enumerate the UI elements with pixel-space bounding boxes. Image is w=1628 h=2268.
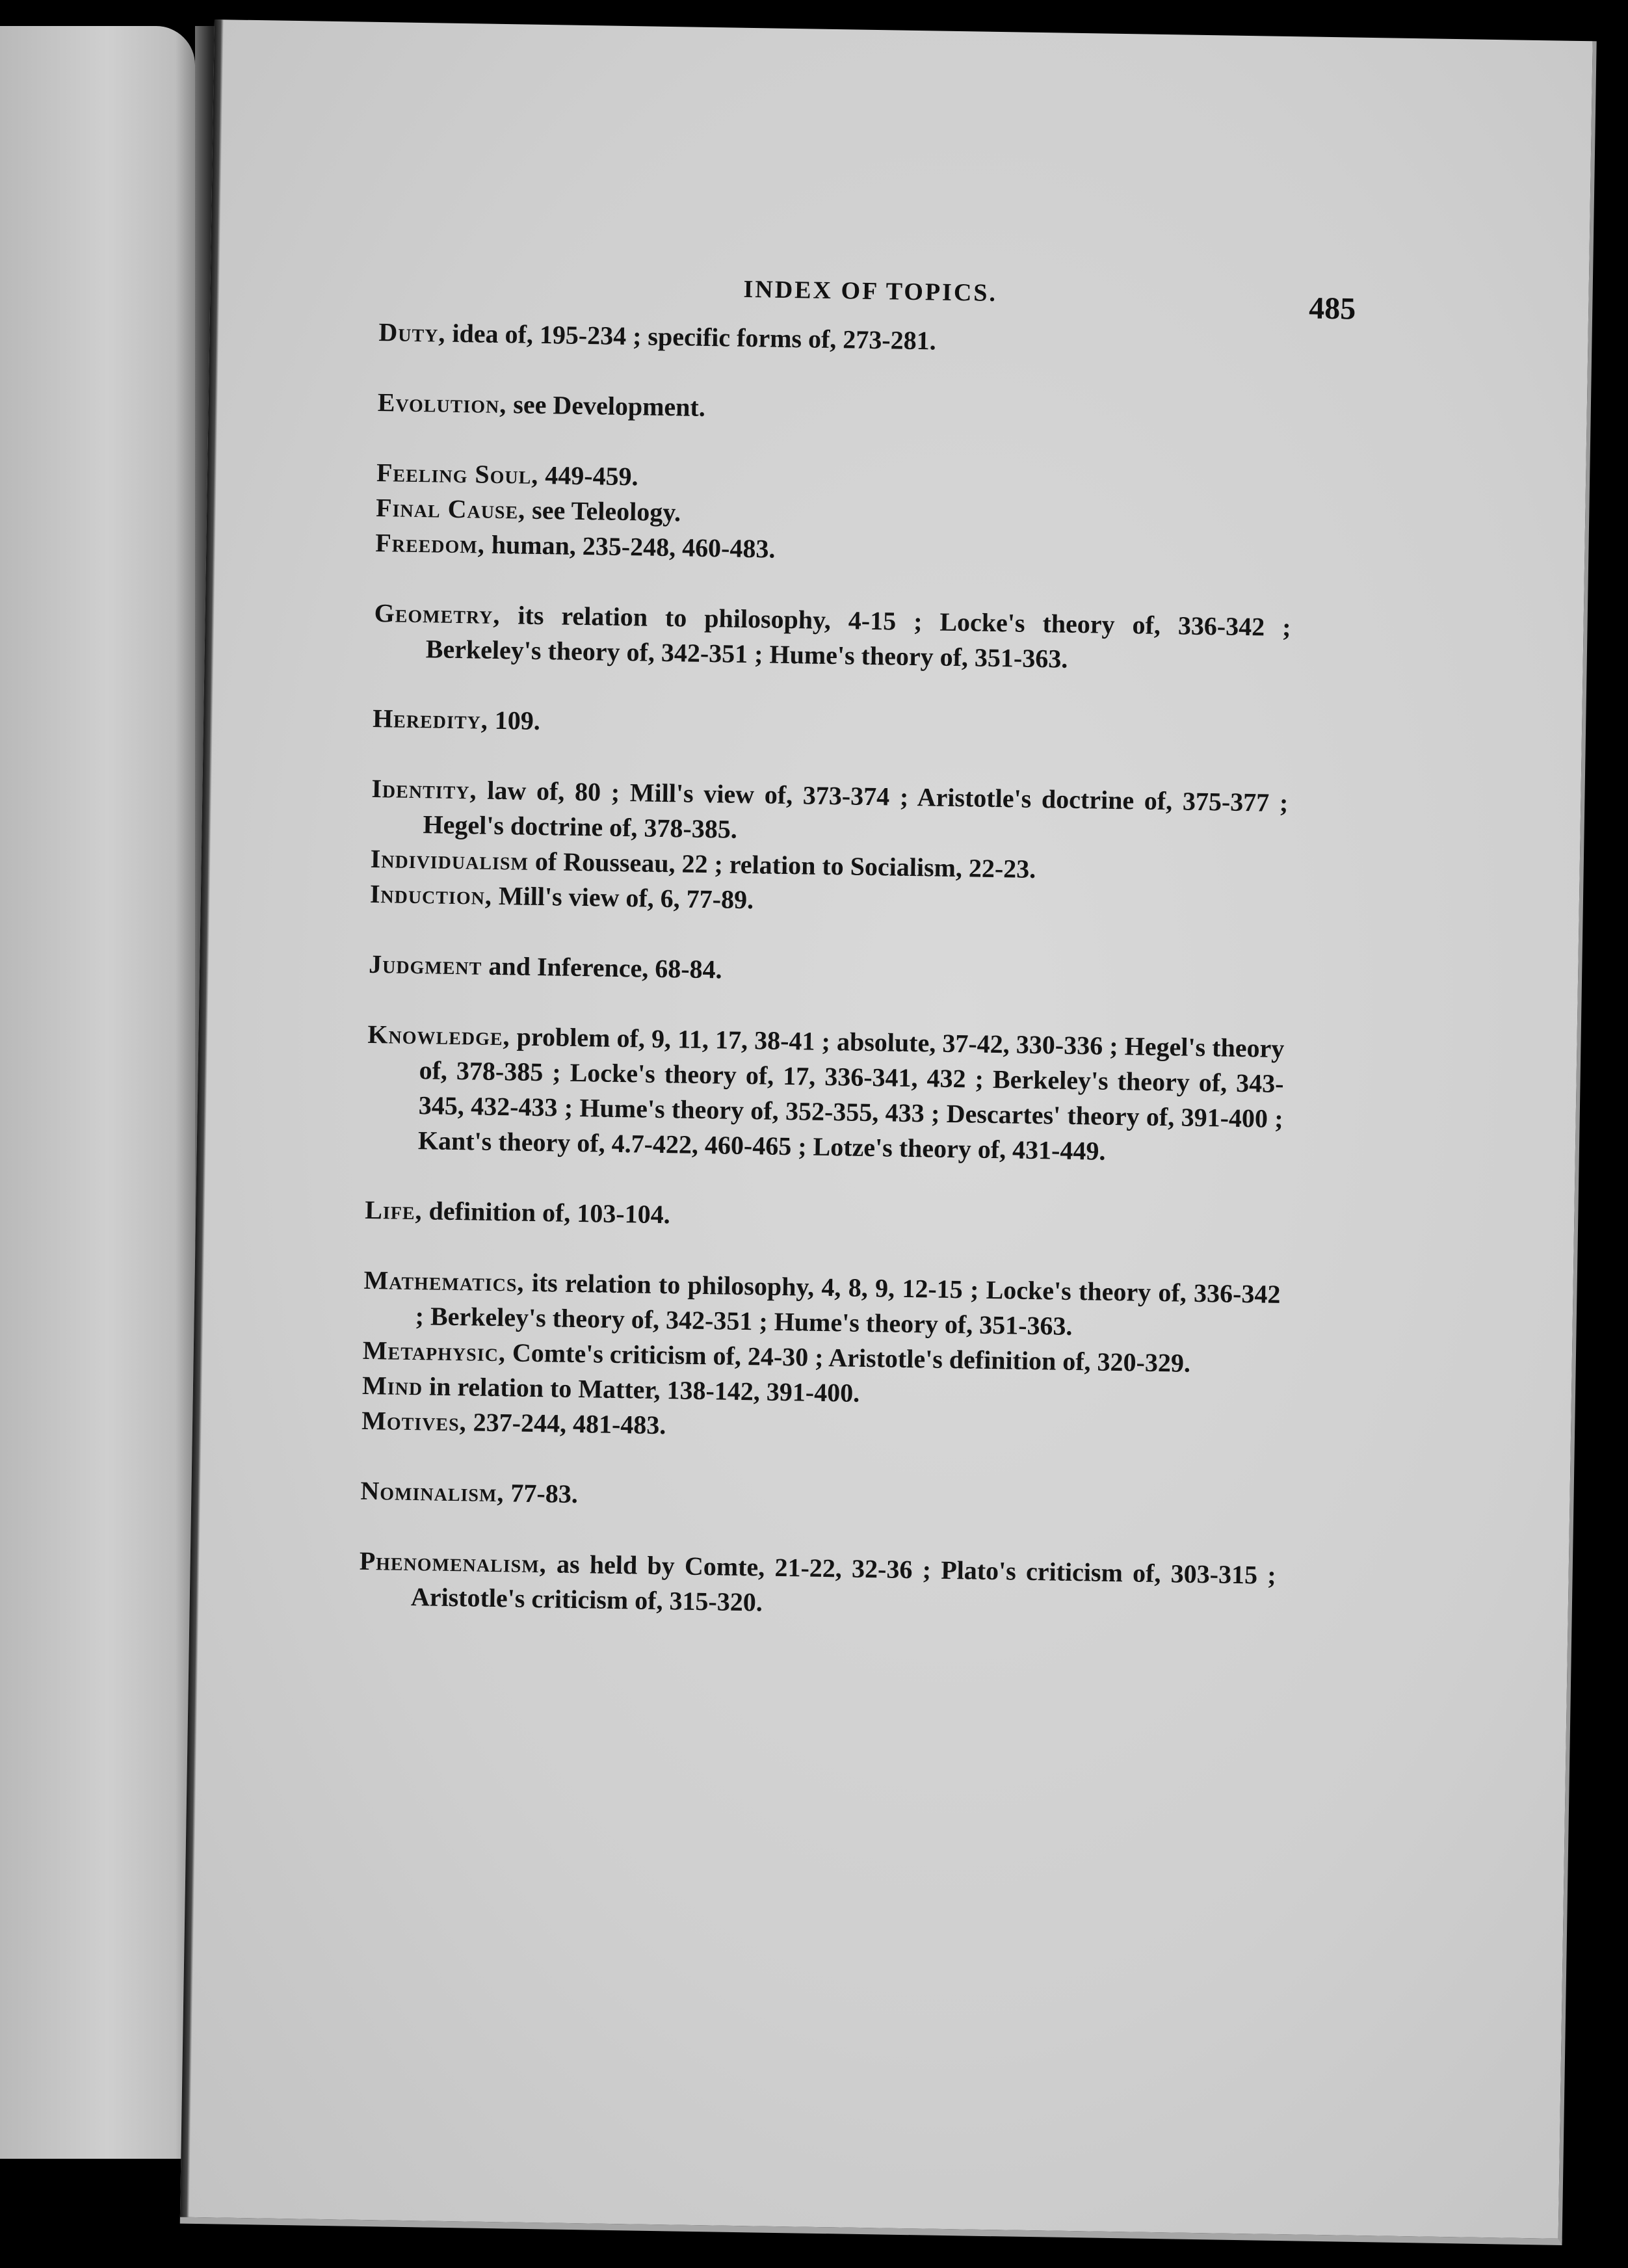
entry-text: see Teleology. — [525, 495, 681, 527]
entry-text: Comte's criticism of, 24-30 ; Aristotle's definition of, 320-329. — [505, 1338, 1191, 1378]
entry-text: 109. — [488, 705, 541, 735]
entry-heading: Nominalism, — [360, 1475, 505, 1508]
entry-text: 237-244, 481-483. — [466, 1407, 666, 1440]
index-entry-phenomenalism — [359, 1544, 1277, 1628]
entry-heading: Life, — [364, 1194, 423, 1226]
entry-heading: Heredity, — [372, 703, 489, 735]
entry-text: its relation to philosophy, 4, 8, 9, 12-15 ; Locke's theory of, 336-342 ; Berkeley's theory of, 342-351 ; Hume's theory of, 351-363. — [415, 1267, 1281, 1341]
entry-heading: Duty, — [378, 317, 446, 348]
index-entry-life — [365, 1193, 1282, 1242]
entry-text: 77-83. — [504, 1478, 579, 1509]
entry-text: definition of, 103-104. — [422, 1196, 671, 1230]
entry-text: problem of, 9, 11, 17, 38-41 ; absolute, 37-42, 330-336 ; Hegel's theory of, 378-385 ; Locke's theory of, 17, 336-341, 432 ; Berkeley's theory of, 343-345, 432-433 ; Hume's theory of, 352-355, 433 ; Descartes' theory of, 391-400 ; Kant's theory of, 4.7-422, 460-465 ; Lotze's theory of, 431-449. — [417, 1022, 1285, 1166]
entry-text: in relation to Matter, 138-142, 391-400. — [422, 1371, 860, 1408]
entry-text: its relation to philosophy, 4-15 ; Locke's theory of, 336-342 ; Berkeley's theory of, 342-351 ; Hume's theory of, 351-363. — [425, 600, 1291, 674]
entry-heading: Feeling Soul, — [376, 458, 539, 490]
page-number: 485 — [1308, 291, 1356, 326]
entry-heading: Mathematics, — [363, 1265, 525, 1297]
entry-heading: Induction, — [369, 878, 493, 910]
entry-heading: Individualism — [370, 843, 529, 876]
index-entry-geometry — [373, 596, 1291, 680]
entry-heading: Evolution, — [377, 388, 507, 419]
left-page-edge-visible — [0, 26, 195, 2159]
entry-text: 449-459. — [538, 460, 639, 492]
entry-text: see Development. — [506, 389, 706, 422]
index-entry-nominalism — [360, 1473, 1278, 1523]
index-entry-knowledge — [366, 1017, 1285, 1172]
entry-text: Mill's view of, 6, 77-89. — [492, 880, 754, 915]
entry-heading: Motives, — [361, 1405, 467, 1437]
entry-heading: Judgment — [368, 949, 482, 981]
index-entries — [359, 315, 1296, 1628]
entry-heading: Geometry, — [374, 598, 501, 630]
entry-heading: Knowledge, — [367, 1019, 510, 1051]
entry-heading: Final Cause, — [375, 492, 526, 525]
entry-heading: Identity, — [371, 773, 477, 805]
entry-heading: Phenomenalism, — [359, 1546, 547, 1579]
entry-text: and Inference, 68-84. — [482, 951, 722, 984]
index-entry-evolution — [377, 385, 1294, 434]
entry-text: as held by Comte, 21-22, 32-36 ; Plato's criticism of, 303-315 ; Aristotle's criticism of, 315-320. — [410, 1549, 1276, 1617]
entry-text: idea of, 195-234 ; specific forms of, 273-281. — [445, 318, 937, 356]
entry-heading: Mind — [361, 1370, 423, 1401]
entry-text: of Rousseau, 22 ; relation to Socialism, 22-23. — [528, 846, 1036, 884]
index-page — [180, 20, 1597, 2245]
index-entry-judgment — [369, 947, 1286, 996]
running-head: INDEX OF TOPICS. — [743, 275, 998, 307]
entry-heading: Metaphysic, — [362, 1335, 506, 1367]
entry-text: law of, 80 ; Mill's view of, 373-374 ; Aristotle's doctrine of, 375-377 ; Hegel's doctrine of, 378-385. — [423, 775, 1289, 844]
index-entry-heredity — [373, 701, 1290, 750]
entry-text: human, 235-248, 460-483. — [484, 529, 776, 564]
entry-heading: Freedom, — [375, 527, 486, 559]
